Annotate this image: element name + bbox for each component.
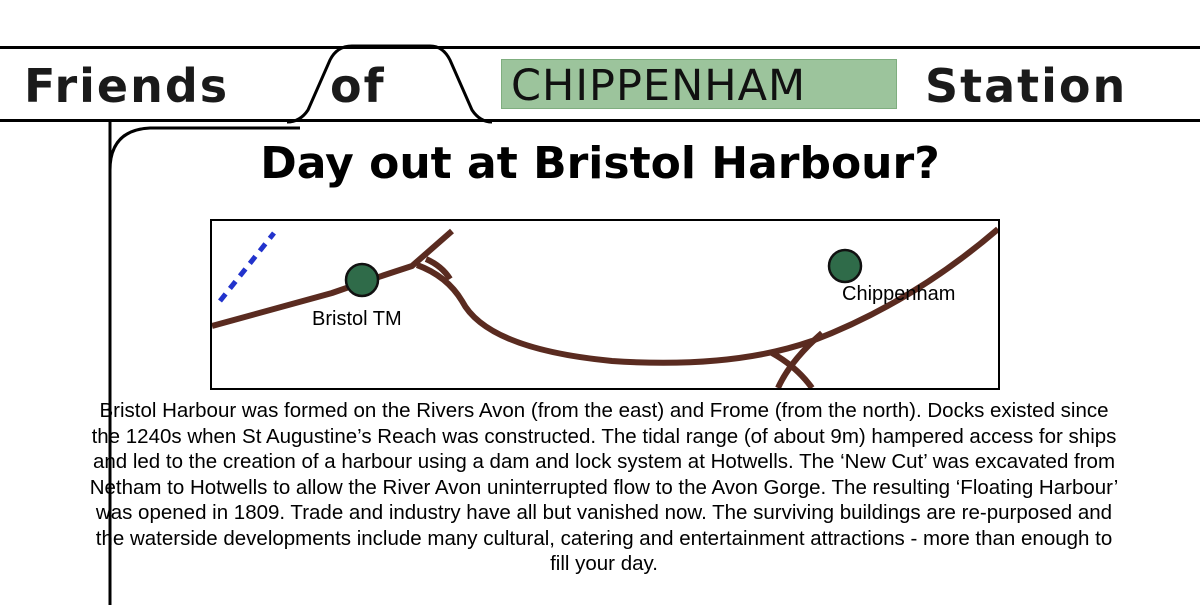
- site-header: [0, 46, 1200, 122]
- brand-station-name: CHIPPENHAM: [511, 61, 807, 111]
- route-map: [210, 219, 1000, 390]
- brand-word-station: Station: [925, 59, 1128, 113]
- station-dot-chippenham: [829, 250, 861, 282]
- station-label-chippenham: Chippenham: [842, 283, 956, 305]
- station-dot-bristol: [346, 264, 378, 296]
- page-title: Day out at Bristol Harbour?: [260, 138, 940, 189]
- dashed-route-line: [220, 233, 274, 301]
- body-paragraph: Bristol Harbour was formed on the Rivers Avon (from the east) and Frome (from the north). Docks existed since the 1240s when St Augustine’s Reach was constructed. The tidal range (of about 9m) hampered access for ships and led to the creation of a harbour using a dam and lock system at Hotwells. The ‘New Cut’ was excavated from Netham to Hotwells to allow the River Avon uninterrupted flow to the Avon Gorge. The resulting ‘Floating Harbour’ was opened in 1809. Trade and industry have all but vanished now. The surviving buildings are re-purposed and the waterside developments include many cultural, catering and entertainment attractions - more than enough to fill your day.: [89, 399, 1119, 575]
- station-label-bristol: Bristol TM: [312, 308, 402, 330]
- brand-word-of: of: [330, 59, 386, 113]
- header-inner: [0, 49, 1200, 119]
- brand-word-friends: Friends: [24, 59, 230, 113]
